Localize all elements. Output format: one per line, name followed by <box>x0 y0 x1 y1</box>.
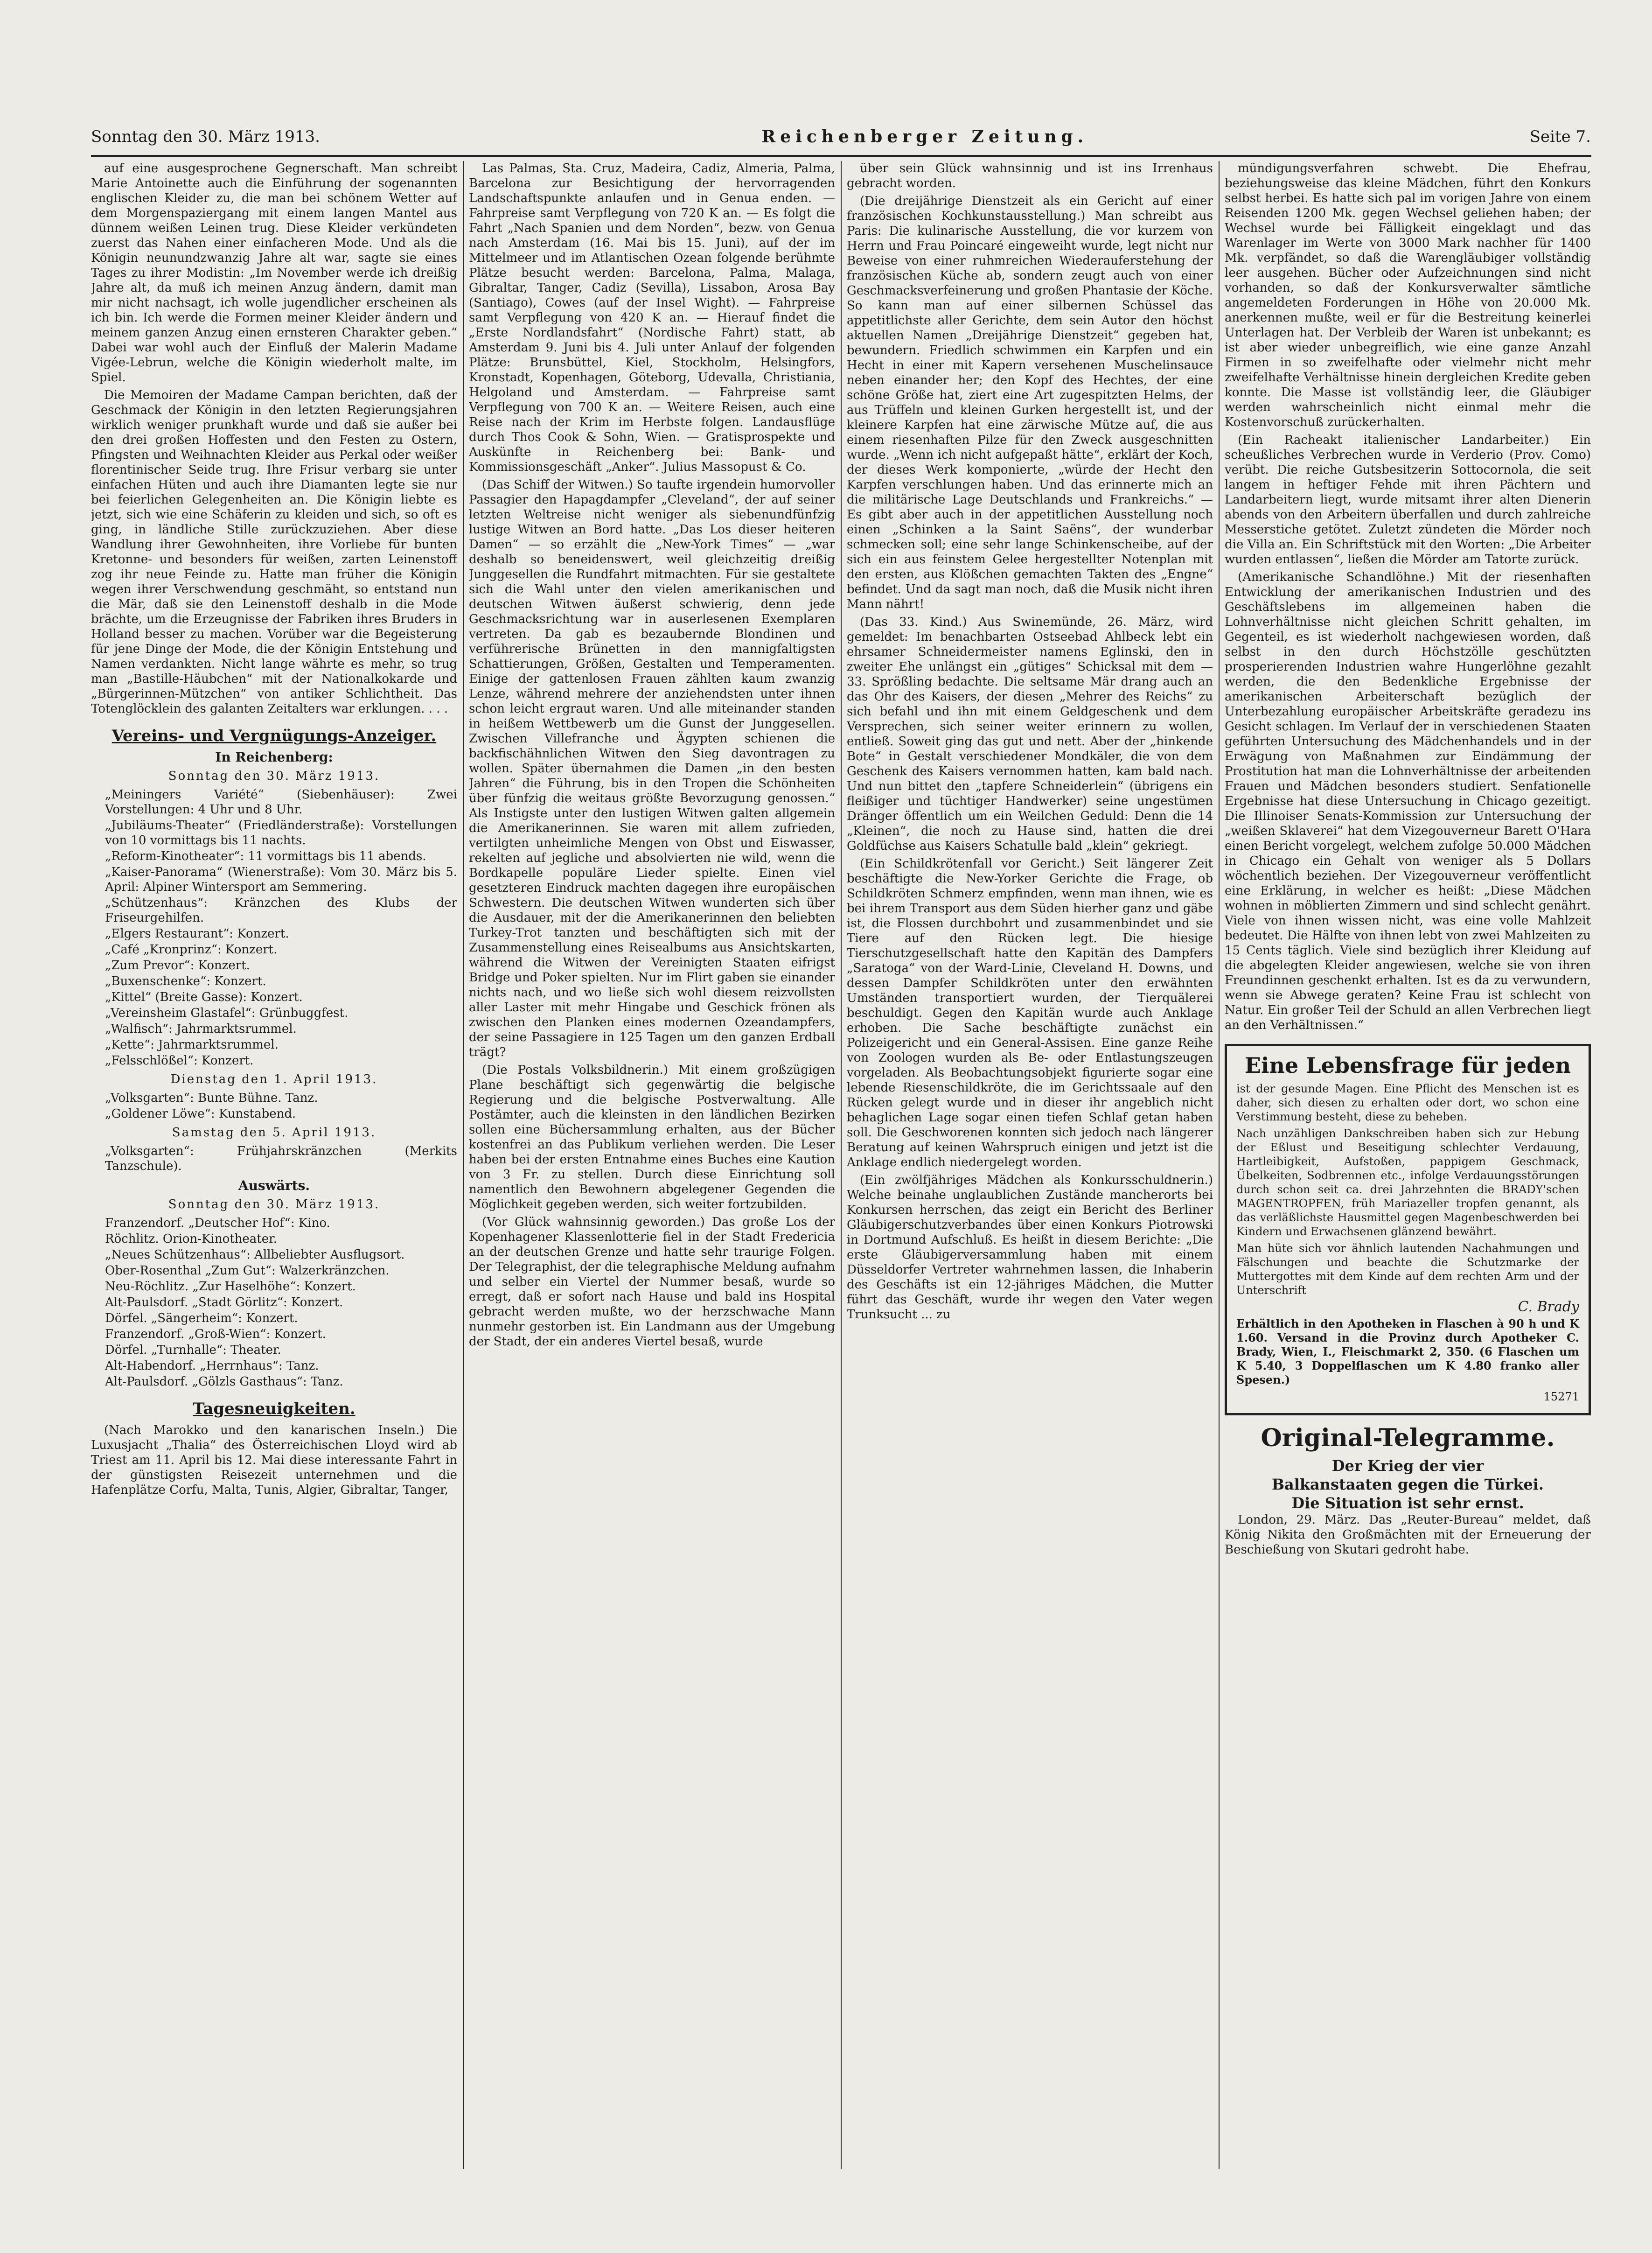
section-title-tagesneuigkeiten: Tagesneuigkeiten. <box>193 1399 355 1418</box>
event-date: Sonntag den 30. März 1913. <box>168 769 380 783</box>
ad-number: 15271 <box>1543 1390 1579 1403</box>
article-paragraph: (Die Postals Volksbildnerin.) Mit einem großzügigen Plane beschäftigt sich gegenwärtig die belgische Regierung und die belgische Postverwaltung. Alle Postämter, auch die kleinsten in den ländlichen Bezirken sollen eine Büchersammlung erhalten, aus der Bücher kostenfrei an das Publikum verliehen werden. Die Leser haben bei der ersten Entnahme eines Buches eine Kaution von 3 Fr. zu stellen. Durch diese Einrichtung soll namentlich den Bewohnern abgelegener Gegenden die Möglichkeit gegeben werden, sich weiter fortzubilden. <box>469 1063 835 1211</box>
header-date: Sonntag den 30. März 1913. <box>91 127 320 146</box>
telegram-paragraph: London, 29. März. Das „Reuter-Bureau“ meldet, daß König Nikita den Großmächten mit der Erneuerung der Beschießung von Skutari gedroht habe. <box>1225 1513 1591 1557</box>
article-paragraph: (Vor Glück wahnsinnig geworden.) Das große Los der Kopenhagener Klassenlotterie fiel in der Stadt Fredericia an der deutschen Grenze und hatte sehr traurige Folgen. Der Telegraphist, der die telegraphische Meldung aufnahm und selber ein Viertel der Nummer besaß, wurde so erregt, daß er sofort nach Hause und bald ins Hospital gebracht werden mußte, wo der herzschwache Mann nunmehr gestorben ist. Ein Landmann aus der Umgebung der Stadt, der ein anderes Viertel besaß, wurde <box>469 1215 835 1349</box>
article-paragraph: (Ein Racheakt italienischer Landarbeiter.) Ein scheußliches Verbrechen wurde in Verderio (Prov. Como) verübt. Die reiche Gutsbesitzerin Sottocornola, die seit langem in heftiger Fehde mit ihren Pächtern und Landarbeitern liegt, wurde mitsamt ihrer alten Dienerin abends von den Arbeitern überfallen und durch zahlreiche Messerstiche getötet. Zuletzt zündeten die Mörder noch die Villa an. Ein Schriftstück mit den Worten: „Die Arbeiter wurden entlassen“, ließen die Mörder am Tatorte zurück. <box>1225 433 1591 567</box>
event-entry: Dörfel. „Turnhalle“: Theater. <box>105 1343 281 1357</box>
event-entry: „Café „Kronprinz“: Konzert. <box>105 943 278 957</box>
column-2 <box>469 161 835 2169</box>
event-date: Sonntag den 30. März 1913. <box>168 1197 380 1211</box>
event-entry: „Zum Prevor“: Konzert. <box>105 959 250 973</box>
column-divider <box>1219 161 1220 2169</box>
article-paragraph: (Das 33. Kind.) Aus Swinemünde, 26. März, wird gemeldet: Im benachbarten Ostseebad Ahlbeck lebt ein ehrsamer Schneidermeister namens Eglinski, den in zweiter Ehe unlängst ein „gütiges“ Schicksal mit dem — 33. Sprößling bedachte. Die seltsame Mär drang auch an das Ohr des Kaisers, der diesen „Mehrer des Reichs“ zu sich befahl und ihn mit einem Geldgeschenk und dem Versprechen, sich seiner weiter erinnern zu wollen, entließ. Soweit ging das gut und nett. Aber der „hinkende Bote“ in Gestalt verschiedener Mondkäler, die von dem Geschenk des Kaisers vernommen hatten, kam bald nach. Und nun bittet den „tapfere Schneiderlein“ (übrigens ein fleißiger und tüchtiger Handwerker) seine ungestümen Dränger öffentlich um ein Weilchen Geduld: Denn die 14 „Kleinen“, die noch zu Hause sind, hatten die drei Goldfüchse aus Kaisers Schatulle bald „klein“ gekriegt. <box>847 615 1213 853</box>
page-number: Seite 7. <box>1529 127 1591 146</box>
event-entry: „Volksgarten“: Frühjahrskränzchen (Merkits Tanzschule). <box>105 1144 457 1173</box>
event-entry: Franzendorf. „Deutscher Hof“: Kino. <box>105 1216 330 1230</box>
event-entry: „Felsschlößel“: Konzert. <box>105 1054 254 1068</box>
event-entry: Neu-Röchlitz. „Zur Haselhöhe“: Konzert. <box>105 1280 356 1294</box>
column-divider <box>463 161 464 2169</box>
article-paragraph: (Amerikanische Schandlöhne.) Mit der riesenhaften Entwicklung der amerikanischen Industrien und des Geschäftslebens im allgemeinen haben die Lohnverhältnisse nicht gleichen Schritt gehalten, im Gegenteil, es ist wiederholt nachgewiesen worden, daß selbst in den durch Höchstzölle geschützten prosperierenden Industrien wahre Hungerlöhne gezahlt werden, die den Bedenkliche Ergebnisse der amerikanischen Arbeiterschaft bezüglich der Unterbezahlung europäischer Arbeitskräfte geradezu ins Gesicht schlagen. Im Verlauf der in verschiedenen Staaten geführten Untersuchung des Mädchenhandels und in der Erwägung von Maßnahmen zur Eindämmung der Prostitution hat man die Lohnverhältnisse der arbeitenden Frauen und Mädchen besonders studiert. Senfationelle Ergebnisse hat diese Untersuchung in Chicago gezeitigt. Die Illinoiser Senats-Kommission zur Untersuchung der „weißen Sklaverei“ hat dem Vizegouverneur Barett O'Hara einen Bericht vorgelegt, welchem zufolge 50.000 Mädchen in Chicago ein Gehalt von weniger als 5 Dollars wöchentlich beziehen. Der Vizegouverneur veröffentlicht eine Erklärung, in welcher es heißt: „Diese Mädchen wohnen in möblierten Zimmern und sind schlecht genährt. Viele von ihnen wissen nicht, was eine volle Mahlzeit bedeutet. Die Hälfte von ihnen lebt von zwei Mahlzeiten zu 15 Cents täglich. Viele sind bezüglich ihrer Kleidung auf die abgelegten Kleider angewiesen, welche sie von ihren Freundinnen geschenkt erhalten. Ist es da zu verwundern, wenn sie Abwege geraten? Keine Frau ist schlecht von Natur. Ein großer Teil der Schuld an allen Verbrechen liegt an den Verhältnissen.“ <box>1225 570 1591 1032</box>
event-entry: „Neues Schützenhaus“: Allbeliebter Ausflugsort. <box>105 1248 405 1262</box>
masthead: Reichenberger Zeitung. <box>761 127 1088 147</box>
column-divider <box>841 161 842 2169</box>
ad-paragraph: ist der gesunde Magen. Eine Pflicht des Menschen ist es daher, sich diesen zu erhalten oder dort, wo schon eine Verstimmung besteht, diese zu beheben. <box>1236 1082 1579 1123</box>
article-paragraph: (Ein zwölfjähriges Mädchen als Konkursschuldnerin.) Welche beinahe unglaublichen Zustände mancherorts bei Konkursen herrschen, das zeigt ein Bericht des Berliner Gläubigerschutzverbandes über einen Konkurs Piotrowski in Dortmund Aufschluß. Es heißt in diesem Berichte: „Die erste Gläubigerversammlung haben mit einem Düsseldorfer Vertreter wahrnehmen lassen, die Inhaberin des Geschäfts ist ein 12-jähriges Mädchen, die Mutter führt das Geschäft, wurde ihr wegen den Vater wegen Trunksucht ... zu <box>847 1173 1213 1322</box>
ad-paragraph: Man hüte sich vor ähnlich lautenden Nachahmungen und Fälschungen und beachte die Schutzmarke der Muttergottes mit dem Kinde auf dem rechten Arm und der Unterschrift <box>1236 1242 1579 1297</box>
event-entry: „Schützenhaus“: Kränzchen des Klubs der Friseurgehilfen. <box>105 896 457 925</box>
ad-title: Eine Lebensfrage für jeden <box>1244 1053 1571 1078</box>
event-entry: Alt-Paulsdorf. „Gölzls Gasthaus“: Tanz. <box>105 1375 343 1389</box>
event-date: Samstag den 5. April 1913. <box>172 1126 376 1140</box>
event-entry: Ober-Rosenthal „Zum Gut“: Walzerkränzchen. <box>105 1264 390 1278</box>
event-date: Dienstag den 1. April 1913. <box>170 1072 378 1086</box>
column-3 <box>847 161 1213 2169</box>
telegrams-title: Original-Telegramme. <box>1261 1424 1555 1452</box>
event-entry: „Jubiläums-Theater“ (Friedländerstraße): Vorstellungen von 10 vormittags bis 11 nachts. <box>105 819 457 847</box>
article-paragraph: (Das Schiff der Witwen.) So taufte irgendein humorvoller Passagier den Hapagdampfer „Cleveland“, der auf seiner letzten Weltreise nicht weniger als siebenundfünfzig lustige Witwen an Bord hatte. „Das Los dieser heiteren Damen“ — so erzählt die „New-York Times“ — „war deshalb so beneidenswert, weil gleichzeitig dreißig Junggesellen die Rundfahrt mitmachten. Für sie gestaltete sich die Wahl unter den vielen amerikanischen und deutschen Witwen äußerst schwierig, denn jede Geschmacksrichtung war in auserlesenen Exemplaren vertreten. Da gab es bezaubernde Blondinen und verführerische Brünetten in den mannigfaltigsten Schattierungen, Größen, Gestalten und Temperamenten. Einige der gattenlosen Frauen zählten kaum zwanzig Lenze, während mehrere der anziehendsten unter ihnen schon leicht ergraut waren. Und alle miteinander standen in heißem Wettbewerb um die Gunst der Junggesellen. Zwischen Villefranche und Ägypten schienen die backfischähnlichen Witwen den Sieg davontragen zu wollen. Später übernahmen die Damen „in den besten Jahren“ die Führung, bis in den Tropen die Schönheiten über fünfzig die weitaus größte Bevorzugung genossen.“ Als Instigste unter den lustigen Witwen galten allgemein die Amerikanerinnen. Sie waren mit allem zufrieden, vertilgten unheimliche Mengen von Obst und Eiswasser, rekelten auf jegliche und absolvierten nie wild, wenn die Bordkapelle populäre Lieder spielte. Einen viel gesetzteren Eindruck machten dagegen ihre europäischen Schwestern. Die deutschen Witwen wunderten sich über die Ausdauer, mit der die Amerikanerinnen den beliebten Turkey-Trot tanzten und beschäftigten sich mit der Zusammenstellung eines Reisealbums aus Ansichtskarten, während die Witwen der Vereinigten Staaten eifrigst Bridge und Poker spielten. Nur im Flirt gaben sie einander nichts nach, und wo ließe sich wohl diesem reizvollsten aller Laster mit mehr Hingabe und Geschick frönen als zwischen den Planken eines modernen Ozeandampfers, der seine Passagiere in 125 Tagen um den ganzen Erdball trägt? <box>469 478 835 1059</box>
telegram-heading: Balkanstaaten gegen die Türkei. <box>1271 1476 1544 1493</box>
event-entry: Röchlitz. Orion-Kinotheater. <box>105 1232 277 1246</box>
event-entry: Dörfel. „Sängerheim“: Konzert. <box>105 1311 298 1325</box>
telegram-heading: Der Krieg der vier <box>1331 1457 1484 1475</box>
event-entry: „Elgers Restaurant“: Konzert. <box>105 927 289 941</box>
event-entry: „Vereinsheim Glastafel“: Grünbuggfest. <box>105 1006 349 1020</box>
ad-paragraph: Nach unzähligen Dankschreiben haben sich zur Hebung der Eßlust und Beseitigung schlechter Verdauung, Hartleibigkeit, Aufstoßen, pappigem Geschmack, Übelkeiten, Sodbrennen etc., infolge Verdauungsstörungen durch schon seit ca. drei Jahrzehnten die BRADY'schen MAGENTROPFEN, früh Mariazeller tropfen genannt, als das verläßlichste Hausmittel gegen Magenbeschwerden bei Kindern und Erwachsenen glänzend bewährt. <box>1236 1127 1579 1238</box>
article-paragraph: über sein Glück wahnsinnig und ist ins Irrenhaus gebracht worden. <box>847 161 1213 190</box>
subsection-title: In Reichenberg: <box>215 749 333 765</box>
advertisement-box <box>1225 1044 1591 1415</box>
column-4 <box>1225 161 1591 2169</box>
event-entry: „Meiningers Variété“ (Siebenhäuser): Zwei Vorstellungen: 4 Uhr und 8 Uhr. <box>105 788 457 817</box>
ad-paragraph: Erhältlich in den Apotheken in Flaschen à 90 h und K 1.60. Versand in die Provinz durch Apotheker C. Brady, Wien, I., Fleischmarkt 2, 350. (6 Flaschen um K 5.40, 3 Doppelflaschen um K 4.80 franko aller Spesen.) <box>1236 1317 1579 1386</box>
article-paragraph: (Ein Schildkrötenfall vor Gericht.) Seit längerer Zeit beschäftigte die New-Yorker Gerichte die Frage, ob Schildkröten Schmerz empfinden, wenn man ihnen, wie es bei ihrem Transport aus dem Süden hierher ganz und gäbe ist, die Flossen durchbohrt und zusammenbindet und sie Tiere auf den Rücken legt. Die hiesige Tierschutzgesellschaft hatte den Kapitän des Dampfers „Saratoga“ von der Ward-Linie, Cleveland H. Downs, und dessen Dampfer Schildkröten unter den erwähnten Umständen transportiert wurden, der Tierquälerei beschuldigt. Gegen den Kapitän wurde auch Anklage erhoben. Die Sache beschäftigte zunächst ein Polizeigericht und ein General-Assisen. Eine ganze Reihe von Zoologen wurden als Be- oder Entlastungszeugen vorgeladen. Als Beobachtungsobjekt figurierte sogar eine lebende Riesenschildkröte, die im Gerichtssaale auf den Rücken gelegt wurde und in dieser ihr angeblich nicht behaglichen Lage sogar einen tiefen Schlaf getan haben soll. Die Geschworenen konnten sich jedoch nach längerer Beratung auf keinen Wahrspruch einigen und jetzt ist die Anklage endlich niedergelegt worden. <box>847 857 1213 1169</box>
article-paragraph: auf eine ausgesprochene Gegnerschaft. Man schreibt Marie Antoinette auch die Einführung der sogenannten englischen Kleider zu, die man bei schönem Wetter auf dem Morgenspaziergang mit einem langen Mantel aus dünnem weißen Leinen trug. Diese Kleider verkündeten zuerst das Nahen einer einfacheren Mode. Und als die Königin neunundzwanzig Jahre alt war, sagte sie eines Tages zu ihrer Modistin: „Im November werde ich dreißig Jahre alt, da muß ich meinen Anzug ändern, damit man mir nicht nachsagt, ich wolle jugendlicher erscheinen als ich bin. Ich werde die Formen meiner Kleider ändern und meinem ganzen Anzug einen ernsteren Charakter geben.“ Dabei war wohl auch der Einfluß der Malerin Madame Vigée-Lebrun, welche die Königin wiederholt malte, im Spiel. <box>91 161 457 385</box>
event-entry: „Kette“: Jahrmarktsrummel. <box>105 1038 279 1052</box>
article-paragraph: mündigungsverfahren schwebt. Die Ehefrau, beziehungsweise das kleine Mädchen, führt den Konkurs selbst herbei. Es hatte sich pal im vorigen Jahre von einem Reisenden 1200 Mk. gegen Wechsel geliehen haben; der Wechsel wurde bei Fälligkeit eingeklagt und das Warenlager im Werte von 3000 Mark nachher für 1400 Mk. verpfändet, so daß die Warengläubiger vollständig leer ausgehen. Bücher oder Aufzeichnungen sind nicht vorhanden, so daß der Konkursverwalter sämtliche angemeldeten Forderungen in Höhe von 20.000 Mk. anerkennen mußte, weil er für die Bestreitung keinerlei Unterlagen hat. Der Verbleib der Waren ist unbekannt; es ist aber wieder unbegreiflich, wie eine ganze Anzahl Firmen in so zweifelhafte oder vielmehr nicht mehr zweifelhafte Verhältnisse hinein dergleichen Kredite geben konnte. Die Masse ist vollständig leer, die Gläubiger werden wahrscheinlich nicht einmal mehr die Kostenvorschuß zurückerhalten. <box>1225 161 1591 429</box>
event-entry: „Kittel“ (Breite Gasse): Konzert. <box>105 990 303 1004</box>
event-entry: „Buxenschenke“: Konzert. <box>105 974 266 988</box>
event-entry: „Goldener Löwe“: Kunstabend. <box>105 1107 296 1121</box>
telegram-heading: Die Situation ist sehr ernst. <box>1291 1494 1524 1512</box>
event-entry: „Kaiser-Panorama“ (Wienerstraße): Vom 30. März bis 5. April: Alpiner Wintersport am Semmering. <box>105 865 457 894</box>
event-entry: „Reform-Kinotheater“: 11 vormittags bis 11 abends. <box>105 849 426 863</box>
event-entry: Alt-Paulsdorf. „Stadt Görlitz“: Konzert. <box>105 1295 343 1309</box>
event-entry: „Walfisch“: Jahrmarktsrummel. <box>105 1022 297 1036</box>
section-title-vereins: Vereins- und Vergnügungs-Anzeiger. <box>112 727 437 745</box>
page-header <box>91 120 1591 153</box>
ad-signature: C. Brady <box>1518 1299 1579 1315</box>
header-rule <box>91 155 1591 157</box>
article-paragraph: (Die dreijährige Dienstzeit als ein Gericht auf einer französischen Kochkunstausstellung.) Man schreibt aus Paris: Die kulinarische Ausstellung, die vor kurzem von Herrn und Frau Poincaré eingeweiht wurde, legt nicht nur Beweise von einer ruhmreichen Wiederauferstehung der französischen Küche ab, sondern zeugt auch von einer Geschmacksverfeinerung und großen Phantasie der Köche. So kann man auf einer silbernen Schüssel das appetitlichste aller Gerichte, dem sein Autor den höchst aktuellen Namen „Dreijährige Dienstzeit“ gegeben hat, bewundern. Friedlich schwimmen ein Karpfen und ein Hecht in einer mit Kapern versehenen Muschelinsauce neben einander her; den Kopf des Hechtes, der eine schöne Größe hat, ziert eine Art zugespitzten Helms, der aus Trüffeln und kleinen Gurken hergestellt ist, und der kleinere Karpfen hat eine zärwische Mütze auf, die aus einem riesenhaften Pilze für den Zweck ausgeschnitten wurde. „Wenn ich nicht aufgepaßt hätte“, erklärt der Koch, der dieses Werk komponierte, „würde der Hecht den Karpfen verschlungen haben. Und das erinnerte mich an die militärische Lage Deutschlands und Frankreichs.“ — Es gibt aber auch in der appetitlichen Ausstellung noch einen „Schinken a la Saint Saëns“, der wunderbar schmecken soll; eine sehr lange Schinkenscheibe, auf der sich ein aus feinstem Gelee hergestellter Notenplan mit den ersten, aus Klößchen gemachten Takten des „Engne“ befindet. Und da sagt man noch, daß die Musik nicht ihren Mann nährt! <box>847 194 1213 611</box>
subsection-title: Auswärts. <box>238 1178 310 1193</box>
article-paragraph: Las Palmas, Sta. Cruz, Madeira, Cadiz, Almeria, Palma, Barcelona zur Besichtigung der hervorragenden Landschaftspunkte anlaufen und in Genua enden. — Fahrpreise samt Verpflegung von 720 K an. — Es folgt die Fahrt „Nach Spanien und dem Norden“, bezw. von Genua nach Amsterdam (16. Mai bis 15. Juni), auf der im Mittelmeer und im Atlantischen Ozean folgende berühmte Plätze besucht werden: Barcelona, Palma, Malaga, Gibraltar, Tanger, Cadiz (Sevilla), Lissabon, Arosa Bay (Santiago), Cowes (auf der Insel Wight). — Fahrpreise samt Verpflegung von 420 K an. — Hierauf findet die „Erste Nordlandsfahrt“ (Nordische Fahrt) statt, ab Amsterdam 9. Juni bis 4. Juli unter Anlauf der folgenden Plätze: Brunsbüttel, Kiel, Stockholm, Helsingfors, Kronstadt, Kopenhagen, Göteborg, Udevalla, Christiania, Helgoland und Amsterdam. — Fahrpreise samt Verpflegung von 700 K an. — Weitere Reisen, auch eine Reise nach der Krim im Herbste folgen. Landausflüge durch Thos Cook & Sohn, Wien. — Gratisprospekte und Auskünfte in Reichenberg bei: Bank- und Kommissionsgeschäft „Anker“. Julius Massopust & Co. <box>469 161 835 474</box>
article-paragraph: Die Memoiren der Madame Campan berichten, daß der Geschmack der Königin in den letzten Regierungsjahren wirklich weniger prunkhaft wurde und daß sie außer bei den drei großen Hoffesten und den Festen zu Ostern, Pfingsten und Weihnachten Kleider aus Perkal oder weißer florentinischer Seide trug. Ihre Frisur verbarg sie unter einfachen Hüten und auch ihre Diamanten legte sie nur bei feierlichen Gelegenheiten an. Die Königin liebte es jetzt, sich wie eine Schäferin zu kleiden und sich, so oft es ging, in ländliche Stille zurückzuziehen. Aber diese Wandlung ihrer Gewohnheiten, ihre Vorliebe für bunten Kretonne- und besonders für weißen, zarten Leinenstoff zog ihr neue Feinde zu. Hatte man früher die Königin wegen ihrer Verschwendung geschmäht, so entstand nun die Mär, daß sie den Leinenstoff deshalb in die Mode brächte, um die Erzeugnisse der Fabriken ihres Bruders in Holland besser zu machen. Vorüber war die Begeisterung für jene Dinge der Mode, die der Königin Entstehung und Namen verdankten. Nicht lange währte es mehr, so trug man „Bastille-Häubchen“ mit der Nationalkokarde und „Bürgerinnen-Mützchen“ von antiker Schlichtheit. Das Totenglöcklein des galanten Zeitalters war erklungen. . . . <box>91 388 457 716</box>
article-paragraph: (Nach Marokko und den kanarischen Inseln.) Die Luxusjacht „Thalia“ des Österreichischen Lloyd wird ab Triest am 11. April bis 12. Mai diese interessante Fahrt in der günstigsten Reisezeit unternehmen und die Hafenplätze Corfu, Malta, Tunis, Algier, Gibraltar, Tanger, <box>91 1423 457 1497</box>
event-entry: „Volksgarten“: Bunte Bühne. Tanz. <box>105 1091 318 1105</box>
event-entry: Franzendorf. „Groß-Wien“: Konzert. <box>105 1327 326 1341</box>
event-entry: Alt-Habendorf. „Herrnhaus“: Tanz. <box>105 1359 319 1373</box>
column-1 <box>91 161 457 2169</box>
